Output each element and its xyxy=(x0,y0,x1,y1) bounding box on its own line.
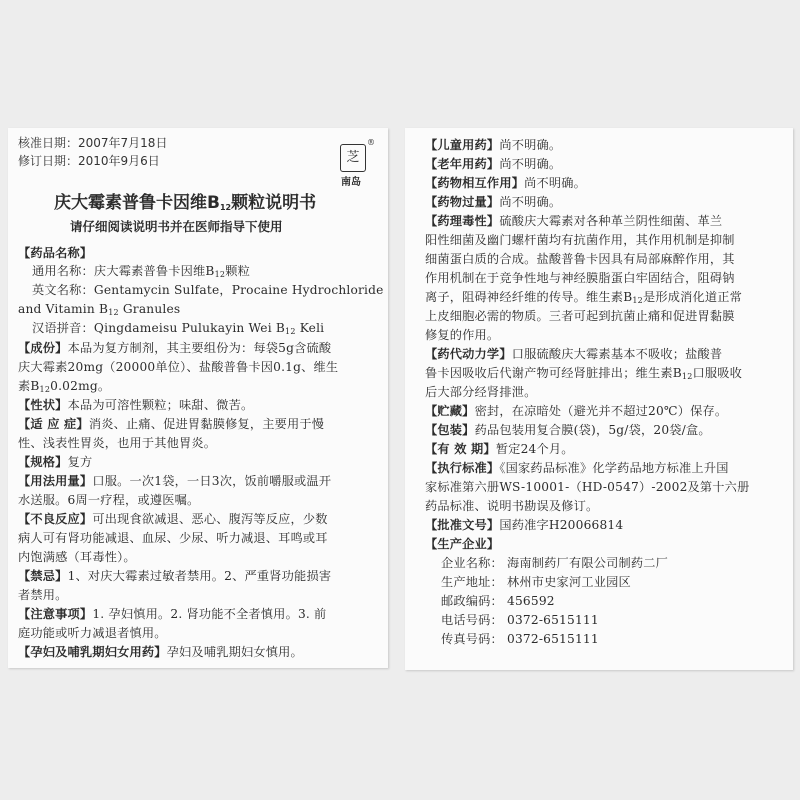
registered-icon: ® xyxy=(367,138,375,147)
right-leaflet-page xyxy=(405,128,793,670)
section-children: 【儿童用药】尚不明确。 xyxy=(425,138,562,152)
ingredients-line-2: 庆大霉素20mg（20000单位）、盐酸普鲁卡因0.1g、维生 xyxy=(18,360,339,374)
leaflet-title: 庆大霉素普鲁卡因维$B_{12}$颗粒说明书 xyxy=(54,193,317,213)
brand-name: 南岛 xyxy=(341,177,361,188)
usage-line-2: 水送服。6周一疗程，或遵医嘱。 xyxy=(18,493,200,507)
pharmacology-line-2: 阳性细菌及幽门螺杆菌均有抗菌作用，其作用机制是抑制 xyxy=(425,233,735,247)
pharmacokinetics-line-2: 鲁卡因吸收后代谢产物可经肾脏排出；维生素$B_{12}$口服吸收 xyxy=(425,366,743,381)
section-storage: 【贮藏】密封，在凉暗处（避光并不超过20℃）保存。 xyxy=(425,404,728,418)
indications-line-2: 性、浅表性胃炎，也用于其他胃炎。 xyxy=(18,436,217,450)
section-drug-name: 【药品名称】 xyxy=(18,246,93,260)
english-name-line-2: and Vitamin $B_{12}$ Granules xyxy=(18,302,181,317)
section-validity: 【有 效 期】暂定24个月。 xyxy=(425,442,574,456)
left-leaflet-page xyxy=(8,128,388,668)
pharmacokinetics-line-3: 后大部分经肾排泄。 xyxy=(425,385,537,399)
manufacturer-postcode: 邮政编码： 456592 xyxy=(441,594,555,608)
pharmacology-line-6: 上皮细胞必需的物质。三者可起到抗菌止痛和促进胃黏膜 xyxy=(425,309,735,323)
section-interactions: 【药物相互作用】尚不明确。 xyxy=(425,176,587,190)
revision-date: 修订日期：2010年9月6日 xyxy=(18,154,160,168)
ingredients-line-3: 素$B_{12}0.02mg$。 xyxy=(18,379,111,394)
manufacturer-fax: 传真号码： 0372-6515111 xyxy=(441,632,599,646)
section-pharmacology: 【药理毒性】硫酸庆大霉素对各种革兰阴性细菌、革兰 xyxy=(425,214,723,228)
section-pharmacokinetics: 【药代动力学】口服硫酸庆大霉素基本不吸收；盐酸普 xyxy=(425,347,723,361)
english-name-line-1: 英文名称：Gentamycin Sulfate，Procaine Hydrochloride xyxy=(32,283,384,297)
leaflet-subtitle: 请仔细阅读说明书并在医师指导下使用 xyxy=(70,219,283,234)
pharmacology-line-7: 修复的作用。 xyxy=(425,328,500,342)
section-approval-number: 【批准文号】国药准字H20066814 xyxy=(425,518,624,532)
manufacturer-address: 生产地址： 林州市史家河工业园区 xyxy=(441,575,631,589)
contraindications-line-2: 者禁用。 xyxy=(18,588,68,602)
manufacturer-phone: 电话号码： 0372-6515111 xyxy=(441,613,599,627)
section-manufacturer: 【生产企业】 xyxy=(425,537,500,551)
adverse-line-2: 病人可有肾功能减退、血尿、少尿、听力减退、耳鸣或耳 xyxy=(18,531,328,545)
section-characteristics: 【性状】本品为可溶性颗粒；味甜、微苦。 xyxy=(18,398,254,412)
section-indications: 【适 应 症】消炎、止痛、促进胃黏膜修复，主要用于慢 xyxy=(18,417,325,431)
pinyin-name: 汉语拼音：Qingdameisu Pulukayin Wei $B_{12}$ Keli xyxy=(32,321,325,336)
pharmacology-line-3: 细菌蛋白质的合成。盐酸普鲁卡因具有局部麻醉作用，其 xyxy=(425,252,735,266)
section-contraindications: 【禁忌】1、对庆大霉素过敏者禁用。2、严重肾功能损害 xyxy=(18,569,332,583)
precautions-line-2: 庭功能或听力减退者慎用。 xyxy=(18,626,167,640)
pharmacology-line-4: 作用机制在于竞争性地与神经膜脂蛋白牢固结合，阻碍钠 xyxy=(425,271,735,285)
manufacturer-name: 企业名称： 海南制药厂有限公司制药二厂 xyxy=(441,556,669,570)
section-standard: 【执行标准】《国家药品标准》化学药品地方标准上升国 xyxy=(425,461,729,475)
section-pregnancy: 【孕妇及哺乳期妇女用药】孕妇及哺乳期妇女慎用。 xyxy=(18,645,303,659)
section-precautions: 【注意事项】1. 孕妇慎用。2. 肾功能不全者慎用。3. 前 xyxy=(18,607,327,621)
brand-logo-icon: 芝 xyxy=(340,144,366,172)
section-specification: 【规格】复方 xyxy=(18,455,93,469)
pharmacology-line-5: 离子，阻碍神经纤维的传导。维生素$B_{12}$是形成消化道正常 xyxy=(425,290,743,305)
section-usage: 【用法用量】口服。一次1袋，一日3次，饭前嚼服或温开 xyxy=(18,474,332,488)
section-overdose: 【药物过量】尚不明确。 xyxy=(425,195,562,209)
section-elderly: 【老年用药】尚不明确。 xyxy=(425,157,562,171)
standard-line-2: 家标准第六册WS-10001-（HD-0547）-2002及第十六册 xyxy=(425,480,750,494)
section-package: 【包装】药品包装用复合膜(袋)，5g/袋，20袋/盒。 xyxy=(425,423,711,437)
generic-name: 通用名称：庆大霉素普鲁卡因维$B_{12}$颗粒 xyxy=(32,264,250,279)
section-adverse-reactions: 【不良反应】可出现食欲减退、恶心、腹泻等反应，少数 xyxy=(18,512,328,526)
adverse-line-3: 内饱满感（耳毒性）。 xyxy=(18,550,136,564)
section-ingredients: 【成份】本品为复方制剂，其主要组份为：每袋5g含硫酸 xyxy=(18,341,332,355)
standard-line-3: 药品标准、说明书勘误及修订。 xyxy=(425,499,599,513)
approval-date: 核准日期：2007年7月18日 xyxy=(18,136,168,150)
